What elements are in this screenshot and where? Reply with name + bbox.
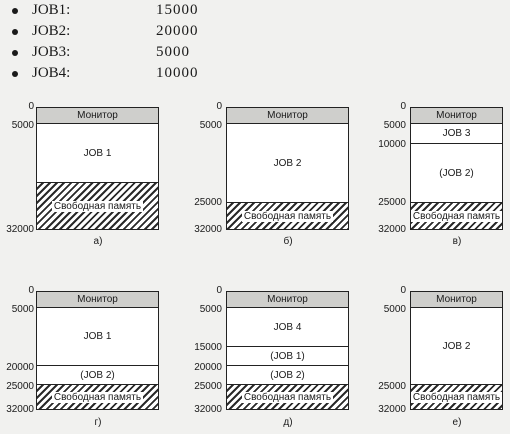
address-tick: 32000 — [378, 404, 406, 415]
address-tick: 32000 — [6, 404, 34, 415]
address-tick: 0 — [216, 285, 222, 296]
diagram-caption: е) — [452, 417, 462, 428]
memory-column — [410, 107, 503, 230]
address-tick: 5000 — [383, 304, 406, 315]
address-tick: 32000 — [194, 404, 222, 415]
memory-column — [226, 291, 349, 410]
monitor-segment: Монитор — [411, 108, 502, 123]
job-segment: JOB 1 — [37, 307, 158, 365]
free-memory-segment: Свободная память — [411, 384, 502, 409]
monitor-segment: Монитор — [411, 292, 502, 307]
address-tick: 0 — [28, 285, 34, 296]
address-tick: 0 — [400, 101, 406, 112]
address-tick: 20000 — [194, 362, 222, 373]
address-tick: 25000 — [194, 197, 222, 208]
free-memory-segment: Свободная память — [227, 202, 348, 229]
diagram-caption: г) — [94, 417, 102, 428]
address-tick: 20000 — [6, 362, 34, 373]
address-tick: 5000 — [383, 120, 406, 131]
free-memory-segment: Свободная память — [227, 384, 348, 409]
job-segment: (JOB 2) — [227, 365, 348, 384]
bullet-icon — [12, 50, 18, 56]
free-memory-segment: Свободная память — [37, 182, 158, 229]
monitor-segment: Монитор — [227, 292, 348, 307]
address-tick: 25000 — [378, 381, 406, 392]
monitor-segment: Монитор — [227, 108, 348, 123]
address-tick: 5000 — [11, 304, 34, 315]
address-tick: 0 — [400, 285, 406, 296]
address-tick: 32000 — [378, 224, 406, 235]
address-tick: 5000 — [11, 120, 34, 131]
job-size: 10000 — [156, 65, 199, 81]
job-segment: (JOB 2) — [411, 143, 502, 202]
job-segment: JOB 2 — [411, 307, 502, 384]
address-tick: 5000 — [199, 304, 222, 315]
job-segment: JOB 1 — [37, 123, 158, 182]
address-tick: 10000 — [378, 139, 406, 150]
diagram-caption: а) — [93, 236, 103, 247]
address-tick: 25000 — [6, 381, 34, 392]
address-tick: 5000 — [199, 120, 222, 131]
memory-column — [36, 291, 159, 410]
address-tick: 25000 — [194, 381, 222, 392]
memory-column — [226, 107, 349, 230]
monitor-segment: Монитор — [37, 108, 158, 123]
diagram-caption: в) — [452, 236, 462, 247]
address-tick: 32000 — [194, 224, 222, 235]
address-tick: 25000 — [378, 197, 406, 208]
memory-column — [36, 107, 159, 230]
bullet-icon — [12, 8, 18, 14]
memory-column — [410, 291, 503, 410]
job-segment: (JOB 2) — [37, 365, 158, 384]
address-tick: 0 — [28, 101, 34, 112]
job-name: JOB1: — [32, 2, 71, 18]
job-name: JOB3: — [32, 44, 71, 60]
job-size: 20000 — [156, 23, 199, 39]
diagram-caption: б) — [283, 236, 293, 247]
job-segment: JOB 3 — [411, 123, 502, 143]
job-segment: JOB 2 — [227, 123, 348, 202]
job-name: JOB2: — [32, 23, 71, 39]
monitor-segment: Монитор — [37, 292, 158, 307]
diagram-caption: д) — [283, 417, 293, 428]
job-name: JOB4: — [32, 65, 71, 81]
job-size: 5000 — [156, 44, 190, 60]
bullet-icon — [12, 71, 18, 77]
address-tick: 32000 — [6, 224, 34, 235]
job-size: 15000 — [156, 2, 199, 18]
free-memory-segment: Свободная память — [411, 202, 502, 229]
job-segment: JOB 4 — [227, 307, 348, 346]
job-segment: (JOB 1) — [227, 346, 348, 365]
address-tick: 0 — [216, 101, 222, 112]
free-memory-segment: Свободная память — [37, 384, 158, 409]
bullet-icon — [12, 29, 18, 35]
address-tick: 15000 — [194, 342, 222, 353]
